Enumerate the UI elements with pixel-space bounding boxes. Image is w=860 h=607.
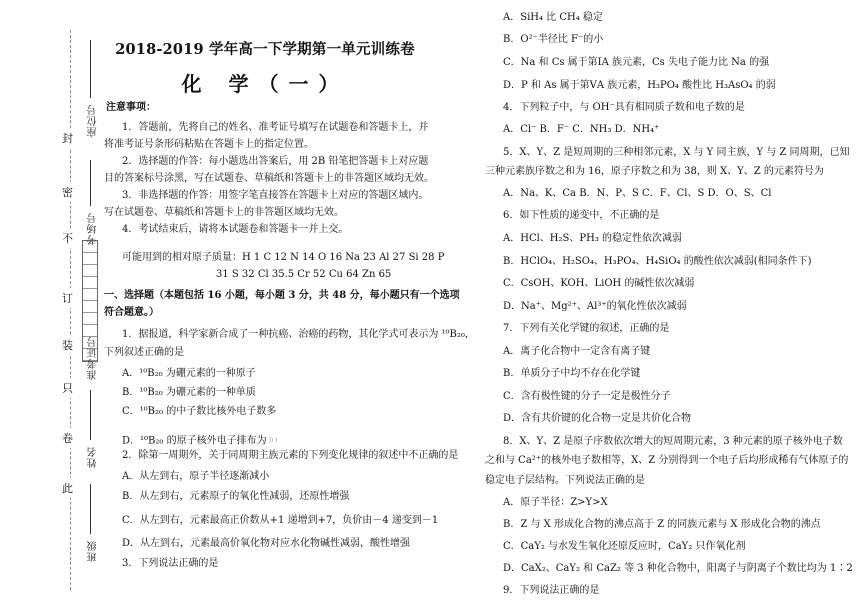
option-line: D．P 和 As 属于第ⅤA 族元素，H₃PO₄ 酸性比 H₃AsO₄ 的弱 [503, 80, 776, 91]
option-line: C．含有极性键的分子一定是极性分子 [503, 391, 671, 402]
option-line: D．Na⁺、Mg²⁺、Al³⁺的氧化性依次减弱 [503, 301, 687, 312]
question-line: 2．除第一周期外，关于同周期主族元素的下列变化规律的叙述中不正确的是 [122, 450, 459, 461]
option-line: B．HClO₄、H₂SO₄、H₃PO₄、H₄SiO₄ 的酸性依次减弱(相同条件下) [503, 256, 812, 267]
option-line: B．从左到右，元素原子的氧化性减弱，还原性增强 [122, 491, 350, 502]
atomic-mass-line: 可能用到的相对原子质量：H 1 C 12 N 14 O 16 Na 23 Al 27 Si 28 P [122, 252, 445, 263]
atomic-mass-line: 31 S 32 Cl 35.5 Cr 52 Cu 64 Zn 65 [216, 269, 392, 280]
notes-line: 1．答题前，先将自己的姓名、准考证号填写在试题卷和答题卡上，并 [122, 122, 429, 133]
option-line: C．Na 和 Cs 属于第ⅠA 族元素，Cs 失电子能力比 Na 的强 [503, 57, 770, 68]
question-line: 4．下列粒子中，与 OH⁻具有相同质子数和电子数的是 [503, 102, 745, 113]
question-line: 5．X、Y、Z 是短周期的三种相邻元素，X 与 Y 同主族，Y 与 Z 同周期，已知 [503, 147, 850, 158]
binding-strip [0, 0, 100, 607]
notes-line: 将准考证号条形码粘贴在答题卡上的指定位置。 [104, 139, 314, 150]
question-line: 稳定电子层结构。下列说法正确的是 [485, 475, 645, 486]
option-line: A．¹⁰B₂₀ 为硼元素的一种原子 [122, 368, 256, 379]
option-line: A．SiH₄ 比 CH₄ 稳定 [503, 12, 603, 23]
option-line: D．CaX₂、CaY₂ 和 CaZ₂ 等 3 种化合物中，阳离子与阴离子个数比均为 1∶2 [503, 563, 853, 574]
seat-number-label: 座位号 [88, 104, 99, 137]
subject-title: 化 学（一） [181, 72, 349, 96]
cut-char: 不 [62, 228, 73, 248]
section-heading: 符合题意。） [104, 307, 159, 318]
option-line: B．Z 与 X 形成化合物的沸点高于 Z 的同族元素与 X 形成化合物的沸点 [503, 519, 821, 530]
option-line: D．从左到右，元素最高价氧化物对应水化物碱性减弱，酸性增强 [122, 538, 411, 549]
option-line: A．Na、K、Ca B．N、P、S C．F、Cl、S D．O、S、Cl [503, 188, 772, 199]
notes-heading: 注意事项： [106, 102, 156, 113]
class-label: 班级 [88, 540, 99, 562]
option-line: A．Cl⁻ B．F⁻ C．NH₃ D．NH₄⁺ [503, 124, 660, 135]
electron-shell-diagram-icon: )) ) [268, 437, 278, 444]
option-line: C．CaY₂ 与水发生氧化还原反应时，CaY₂ 只作氧化剂 [503, 541, 746, 552]
cut-char: 卷 [62, 428, 73, 448]
question-line: 9．下列说法正确的是 [503, 585, 600, 596]
name-label: 姓名 [88, 446, 99, 468]
exam-title: 2018-2019 学年高一下学期第一单元训练卷 [115, 41, 415, 58]
option-line: B．单质分子中均不存在化学键 [503, 368, 641, 379]
option-line: B．O²⁻半径比 F⁻的小 [503, 34, 604, 45]
question-line: 之和与 Ca²⁺的核外电子数相等，X、Z 分别得到一个电子后均形成稀有气体原子的 [485, 455, 849, 466]
question-line: 3．下列说法正确的是 [122, 558, 219, 569]
option-line: A．原子半径：Z>Y>X [503, 497, 608, 508]
option-text: D．¹⁰B₂₀ 的原子核外电子排布为 [122, 435, 267, 447]
option-line: A．HCl、H₂S、PH₃ 的稳定性依次减弱 [503, 233, 683, 244]
cut-char: 订 [62, 288, 73, 308]
option-line: C．¹⁰B₂₀ 的中子数比核外电子数多 [122, 406, 277, 417]
option-line: B．¹⁰B₂₀ 为硼元素的一种单质 [122, 387, 256, 398]
question-line: 1．据报道，科学家新合成了一种抗癌、治癌的药物，其化学式可表示为 ¹⁰B₂₀， [122, 329, 475, 340]
option-line: A．从左到右，原子半径逐渐减小 [122, 471, 270, 482]
cut-char: 此 [62, 478, 73, 498]
question-line: 8．X、Y、Z 是原子序数依次增大的短周期元素，3 种元素的原子核外电子数 [503, 436, 843, 447]
question-line: 7．下列有关化学键的叙述，正确的是 [503, 323, 670, 334]
cut-char: 密 [62, 182, 73, 202]
seat-number-blank [90, 40, 91, 98]
option-line [122, 434, 278, 449]
notes-line: 写在试题卷、草稿纸和答题卡上的非答题区域均无效。 [104, 207, 344, 218]
name-blank [90, 390, 91, 440]
section-heading: 一、选择题（本题包括 16 小题，每小题 3 分，共 48 分，每小题只有一个选项 [104, 290, 460, 301]
option-line: A．离子化合物中一定含有离子键 [503, 346, 651, 357]
cut-char: 装 [62, 335, 73, 355]
notes-line: 目的答案标号涂黑，写在试题卷、草稿纸和答题卡上的非答题区域均无效。 [104, 173, 434, 184]
cut-char: 封 [62, 128, 73, 148]
option-line: C．从左到右，元素最高正价数从+1 递增到+7，负价由－4 递变到－1 [122, 515, 439, 526]
question-line: 下列叙述正确的是 [104, 347, 184, 358]
notes-line: 4．考试结束后，请将本试题卷和答题卡一并上交。 [122, 224, 349, 235]
option-line: C．CsOH、KOH、LiOH 的碱性依次减弱 [503, 278, 695, 289]
option-line: D．含有共价键的化合物一定是共价化合物 [503, 413, 692, 424]
question-line: 三种元素族序数之和为 16，原子序数之和为 38，则 X、Y、Z 的元素符号为 [485, 166, 824, 177]
cut-char: 只 [62, 378, 73, 398]
cut-line [70, 30, 71, 590]
question-line: 6．如下性质的递变中，不正确的是 [503, 210, 660, 221]
class-blank [90, 484, 91, 534]
exam-room-blank [90, 160, 91, 206]
notes-line: 3．非选择题的作答：用签字笔直接答在答题卡上对应的答题区域内。 [122, 190, 429, 201]
exam-room-label: 考场号 [88, 212, 99, 245]
candidate-number-label: 准考证号 [88, 336, 99, 380]
notes-line: 2．选择题的作答：每小题选出答案后，用 2B 铅笔把答题卡上对应题 [122, 156, 429, 167]
